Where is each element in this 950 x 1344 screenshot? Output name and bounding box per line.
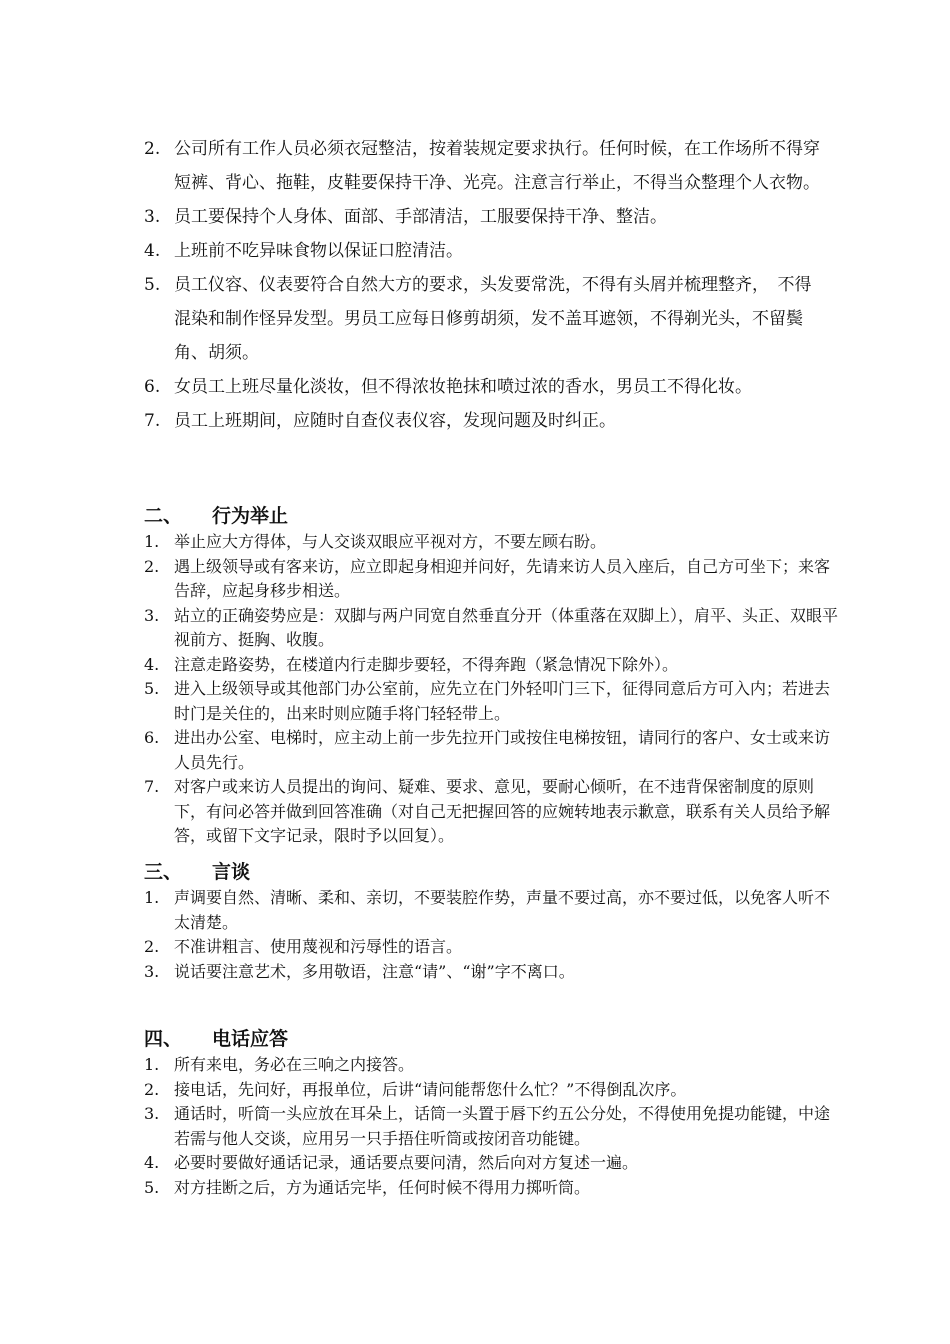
item-number: 5. [144,679,160,698]
section-phone [144,1025,844,1200]
section-conduct [144,502,844,849]
list-item [144,234,824,268]
item-text: 员工仪容、仪表要符合自然大方的要求，头发要常洗，不得有头屑并梳理整齐， 不得混染和制作怪异发型。男员工应每日修剪胡须，发不盖耳遮领，不得剃光头，不留鬓角、胡须。 [174,275,812,363]
item-text: 不准讲粗言、使用蔑视和污辱性的语言。 [174,937,463,956]
item-text: 通话时，听筒一头应放在耳朵上，话筒一头置于唇下约五公分处，不得使用免提功能键，中途若需与他人交谈，应用另一只手捂住听筒或按闭音功能键。 [174,1104,831,1148]
item-text: 对方挂断之后，方为通话完毕，任何时候不得用力掷听筒。 [174,1177,591,1197]
appearance-rules-list [144,132,824,438]
item-text: 公司所有工作人员必须衣冠整洁，按着装规定要求执行。任何时候，在工作场所不得穿短裤、背心、拖鞋，皮鞋要保持干净、光亮。注意言行举止，不得当众整理个人衣物。 [174,139,820,193]
item-number: 1. [144,888,160,907]
item-text: 声调要自然、清晰、柔和、亲切，不要装腔作势，声量不要过高，亦不要过低，以免客人听不太清楚。 [174,888,831,932]
item-number: 3. [144,207,161,227]
item-number: 7. [144,411,161,431]
list-item [144,1053,844,1078]
item-text: 必要时要做好通话记录，通话要点要问清，然后向对方复述一遍。 [174,1153,639,1172]
item-text: 站立的正确姿势应是：双脚与两户同宽自然垂直分开（体重落在双脚上），肩平、头正、双眼平视前方、挺胸、收腹。 [174,605,839,649]
list-item [144,775,844,849]
item-number: 2. [144,556,160,576]
item-text: 说话要注意艺术，多用敬语，注意“请”、“谢”字不离口。 [174,961,575,981]
item-number: 1. [144,1055,160,1074]
list-item [144,653,844,678]
list-item [144,1078,844,1103]
item-text: 员工上班期间，应随时自查仪表仪容，发现问题及时纠正。 [174,411,616,431]
item-number: 2. [144,937,160,956]
list-item [144,132,824,200]
item-number: 2. [144,1079,160,1099]
section-number: 三、 [144,861,183,883]
item-text: 女员工上班尽量化淡妆，但不得浓妆艳抹和喷过浓的香水，男员工不得化妆。 [174,377,752,397]
item-number: 1. [144,532,160,551]
list-item [144,268,824,370]
section-heading [144,502,844,530]
item-number: 4. [144,1153,160,1172]
item-number: 4. [144,654,160,674]
list-item [144,555,844,604]
section-heading [144,858,844,886]
item-text: 进入上级领导或其他部门办公室前，应先立在门外轻叩门三下，征得同意后方可入内；若进去时门是关住的，出来时则应随手将门轻轻带上。 [174,679,831,723]
section-number: 二、 [144,505,183,527]
item-number: 4. [144,241,161,261]
section-heading [144,1025,844,1053]
list-item [144,1176,844,1201]
item-number: 3. [144,605,160,625]
section-title: 行为举止 [212,505,289,527]
section-title: 电话应答 [212,1028,289,1050]
section-speech [144,858,844,984]
list-item [144,404,824,438]
item-number: 5. [144,1177,160,1197]
item-number: 3. [144,961,160,981]
list-item [144,1102,844,1151]
item-number: 6. [144,377,161,397]
list-item [144,886,844,935]
item-text: 进出办公室、电梯时，应主动上前一步先拉开门或按住电梯按钮，请同行的客户、女士或来访人员先行。 [174,728,831,772]
item-number: 5. [144,275,161,295]
item-number: 7. [144,777,160,796]
item-text: 接电话，先问好，再报单位，后讲“请问能帮您什么忙？”不得倒乱次序。 [174,1079,687,1099]
item-number: 2. [144,139,161,159]
item-text: 遇上级领导或有客来访，应立即起身相迎并问好，先请来访人员入座后，自己方可坐下；来客告辞，应起身移步相送。 [174,556,831,600]
list-item [144,370,824,404]
list-item [144,200,824,234]
item-number: 6. [144,728,160,747]
section-number: 四、 [144,1028,183,1050]
item-text: 对客户或来访人员提出的询问、疑难、要求、意见，要耐心倾听，在不违背保密制度的原则下，有问必答并做到回答准确（对自己无把握回答的应婉转地表示歉意，联系有关人员给予解答，或留下文字记录，限时予以回复）。 [174,777,831,845]
item-number: 3. [144,1104,160,1123]
list-item [144,1151,844,1176]
list-item [144,935,844,960]
section-title: 言谈 [212,861,251,883]
item-text: 举止应大方得体，与人交谈双眼应平视对方，不要左顾右盼。 [174,532,607,551]
item-text: 上班前不吃异味食物以保证口腔清洁。 [174,241,463,261]
list-item [144,960,844,985]
list-item [144,530,844,555]
list-item [144,726,844,775]
item-text: 所有来电，务必在三响之内接答。 [174,1055,415,1074]
list-item [144,604,844,653]
list-item [144,677,844,726]
item-text: 员工要保持个人身体、面部、手部清洁，工服要保持干净、整洁。 [174,207,667,227]
item-text: 注意走路姿势，在楼道内行走脚步要轻，不得奔跑（紧急情况下除外）。 [174,654,679,674]
